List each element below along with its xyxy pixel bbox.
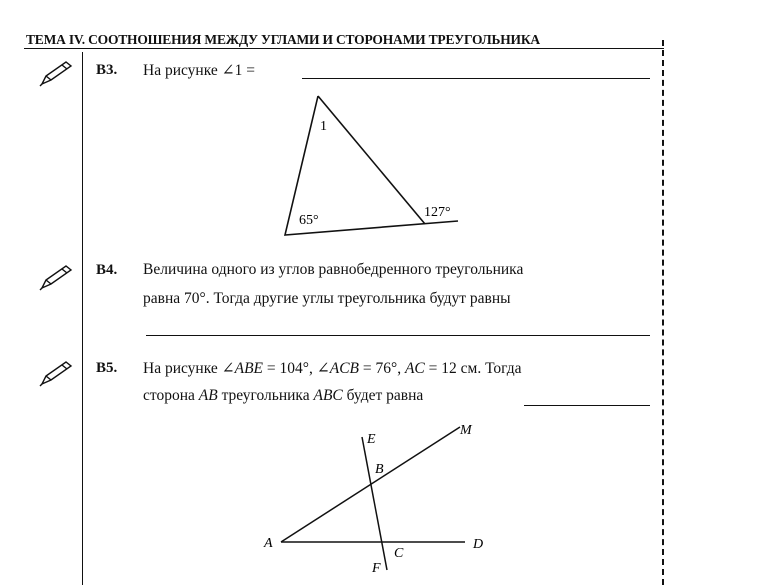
triangle-side bbox=[318, 96, 425, 224]
task-number-b4: B4. bbox=[96, 262, 118, 278]
cut-line bbox=[662, 40, 664, 585]
label-b: B bbox=[375, 462, 384, 477]
margin-rule bbox=[82, 52, 83, 585]
header-rule bbox=[24, 48, 664, 49]
b5-geometry-figure bbox=[255, 415, 495, 585]
pencil-icon bbox=[38, 58, 74, 88]
b3-triangle-figure bbox=[270, 88, 470, 243]
line-ef bbox=[362, 437, 387, 570]
b5-answer-line[interactable] bbox=[524, 405, 650, 406]
label-a: A bbox=[264, 536, 273, 551]
label-f: F bbox=[372, 561, 381, 576]
b4-line-1: Величина одного из углов равнобедренного треугольника bbox=[143, 261, 524, 278]
b4-line-2: равна 70°. Тогда другие углы треугольника будут равны bbox=[143, 290, 511, 307]
label-angle-1: 1 bbox=[320, 119, 327, 134]
pencil-icon bbox=[38, 358, 74, 388]
label-angle-65: 65° bbox=[299, 213, 319, 228]
b5-line-1: На рисунке ∠ABE = 104°, ∠ACB = 76°, AC = 12 см. Тогда bbox=[143, 360, 522, 377]
page-header: ТЕМА IV. СООТНОШЕНИЯ МЕЖДУ УГЛАМИ И СТОРОНАМИ ТРЕУГОЛЬНИКА bbox=[26, 32, 540, 47]
label-m: M bbox=[460, 423, 472, 438]
task-number-b3: B3. bbox=[96, 62, 118, 78]
label-d: D bbox=[473, 537, 484, 552]
b5-line-2: сторона AB треугольника ABC будет равна bbox=[143, 387, 424, 404]
b3-answer-line[interactable] bbox=[302, 78, 650, 79]
pencil-icon bbox=[38, 262, 74, 292]
b3-question: На рисунке ∠1 = bbox=[143, 62, 255, 79]
b4-answer-line[interactable] bbox=[146, 335, 650, 336]
label-angle-127: 127° bbox=[424, 205, 451, 220]
label-c: C bbox=[394, 546, 404, 561]
task-number-b5: B5. bbox=[96, 360, 118, 376]
label-e: E bbox=[367, 432, 376, 447]
